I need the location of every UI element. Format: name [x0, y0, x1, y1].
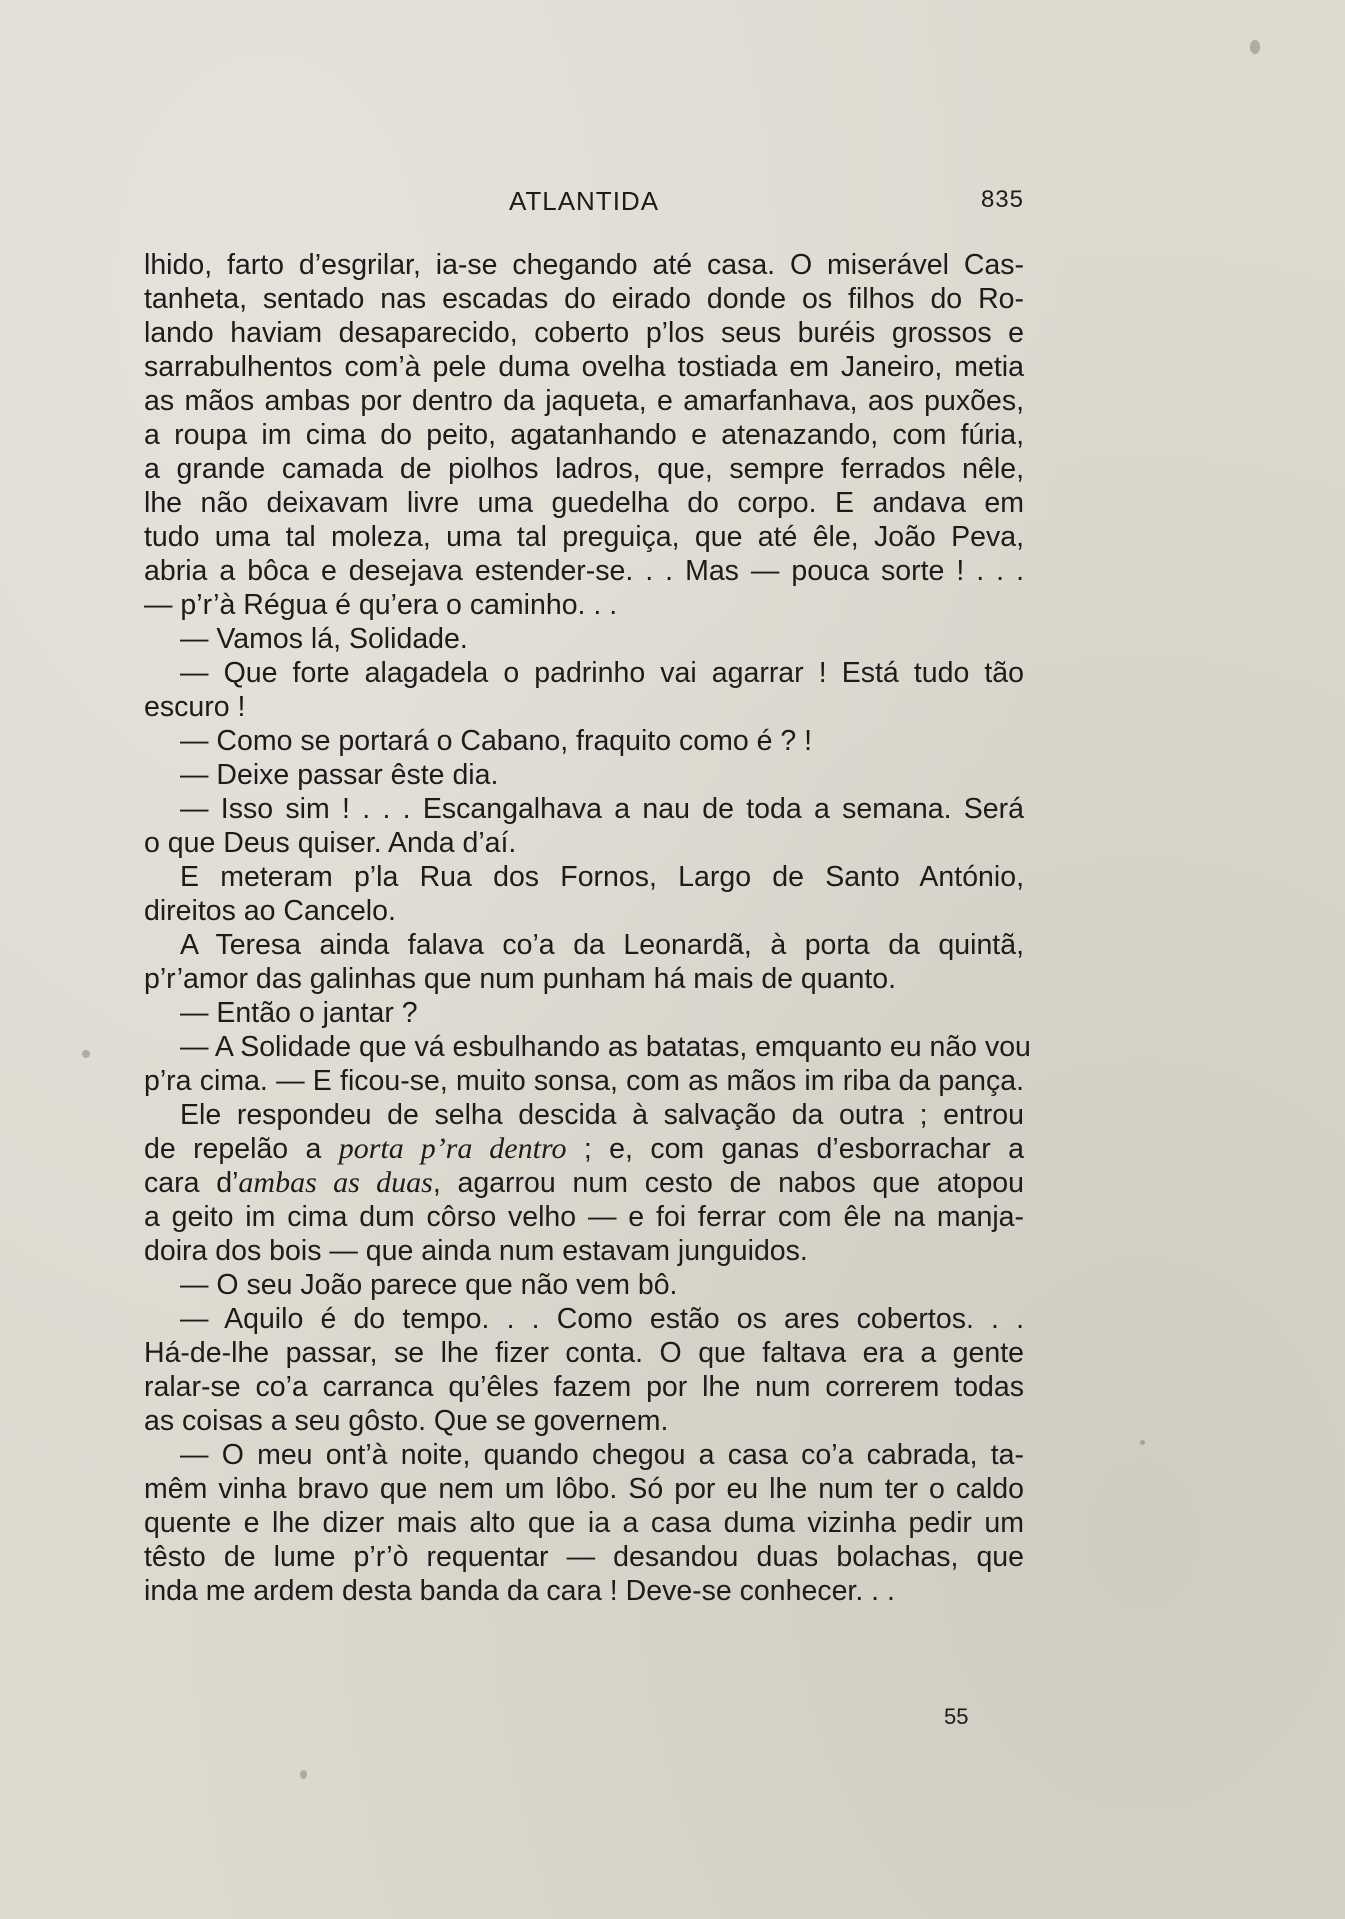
- text-line: — Aquilo é do tempo. . . Como estão os ares cobertos. . .: [180, 1303, 1024, 1335]
- text-line: tudo uma tal moleza, uma tal preguiça, que até êle, João Peva,: [144, 521, 1024, 553]
- text-line: — Como se portará o Cabano, fraquito como é ? !: [180, 725, 813, 757]
- text-line: — Isso sim ! . . . Escangalhava a nau de toda a semana. Será: [180, 793, 1024, 825]
- paper-speck: [82, 1050, 90, 1058]
- text-line: — Vamos lá, Solidade.: [180, 623, 468, 655]
- text-line: Há-de-lhe passar, se lhe fizer conta. O que faltava era a gente: [144, 1337, 1024, 1369]
- text-line: têsto de lume p’r’ò requentar — desandou duas bolachas, que: [144, 1541, 1024, 1573]
- text-line: a grande camada de piolhos ladros, que, sempre ferrados nêle,: [144, 453, 1024, 485]
- text-line: Ele respondeu de selha descida à salvação da outra ; entrou: [180, 1099, 1024, 1131]
- signature-mark: 55: [944, 1704, 969, 1729]
- text-line: — A Solidade que vá esbulhando as batatas, emquanto eu não vou: [180, 1031, 1031, 1063]
- text-line: mêm vinha bravo que nem um lôbo. Só por eu lhe num ter o caldo: [144, 1473, 1024, 1505]
- text-line: — Então o jantar ?: [180, 997, 418, 1029]
- text-line: inda me ardem desta banda da cara ! Deve-se conhecer. . .: [144, 1575, 895, 1607]
- text-line: a roupa im cima do peito, agatanhando e atenazando, com fúria,: [144, 419, 1024, 451]
- body-text: [144, 248, 1031, 1608]
- text-line: — Que forte alagadela o padrinho vai agarrar ! Está tudo tão: [180, 657, 1024, 689]
- text-line: — O seu João parece que não vem bô.: [180, 1269, 678, 1301]
- text-line: a geito im cima dum côrso velho — e foi ferrar com êle na manja-: [144, 1201, 1024, 1233]
- paper-speck: [1140, 1440, 1145, 1445]
- text-line: escuro !: [144, 691, 246, 723]
- text-line: cara d’ambas as duas, agarrou num cesto de nabos que atopou: [144, 1166, 1024, 1199]
- text-line: quente e lhe dizer mais alto que ia a casa duma vizinha pedir um: [144, 1507, 1024, 1539]
- text-line: de repelão a porta p’ra dentro ; e, com ganas d’esborrachar a: [144, 1132, 1025, 1165]
- text-line: direitos ao Cancelo.: [144, 895, 396, 927]
- text-line: — Deixe passar êste dia.: [180, 759, 499, 791]
- text-line: lhido, farto d’esgrilar, ia-se chegando até casa. O miserável Cas-: [144, 249, 1024, 281]
- text-line: p’r’amor das galinhas que num punham há mais de quanto.: [144, 963, 897, 995]
- book-page: [144, 180, 1031, 1880]
- text-line: p’ra cima. — E ficou-se, muito sonsa, com as mãos im riba da pança.: [144, 1065, 1024, 1097]
- text-line: sarrabulhentos com’à pele duma ovelha tostiada em Janeiro, metia: [144, 351, 1024, 383]
- text-line: doira dos bois — que ainda num estavam junguidos.: [144, 1235, 808, 1267]
- text-line: E meteram p’la Rua dos Fornos, Largo de Santo António,: [180, 861, 1024, 893]
- text-line: — p’r’à Régua é qu’era o caminho. . .: [144, 589, 618, 621]
- text-line: A Teresa ainda falava co’a da Leonardã, à porta da quintã,: [180, 929, 1024, 961]
- paper-speck: [1250, 40, 1260, 54]
- text-line: as coisas a seu gôsto. Que se governem.: [144, 1405, 669, 1437]
- running-title: ATLANTIDA: [508, 186, 660, 216]
- text-line: ralar-se co’a carranca qu’êles fazem por lhe num correrem todas: [144, 1371, 1024, 1403]
- page-number: 835: [980, 186, 1024, 213]
- paper-speck: [300, 1770, 307, 1779]
- text-line: abria a bôca e desejava estender-se. . . Mas — pouca sorte ! . . .: [144, 555, 1024, 587]
- text-line: as mãos ambas por dentro da jaqueta, e amarfanhava, aos puxões,: [144, 385, 1024, 417]
- text-line: lhe não deixavam livre uma guedelha do corpo. E andava em: [144, 487, 1024, 519]
- text-line: o que Deus quiser. Anda d’aí.: [144, 827, 517, 859]
- running-head: [144, 180, 1024, 220]
- italic-phrase: ambas as duas: [238, 1166, 433, 1199]
- text-line: tanheta, sentado nas escadas do eirado donde os filhos do Ro-: [144, 283, 1024, 315]
- italic-phrase: porta p’ra dentro: [338, 1132, 567, 1165]
- text-line: — O meu ont’à noite, quando chegou a casa co’a cabrada, ta-: [180, 1439, 1024, 1471]
- text-line: lando haviam desaparecido, coberto p’los seus buréis grossos e: [144, 317, 1024, 349]
